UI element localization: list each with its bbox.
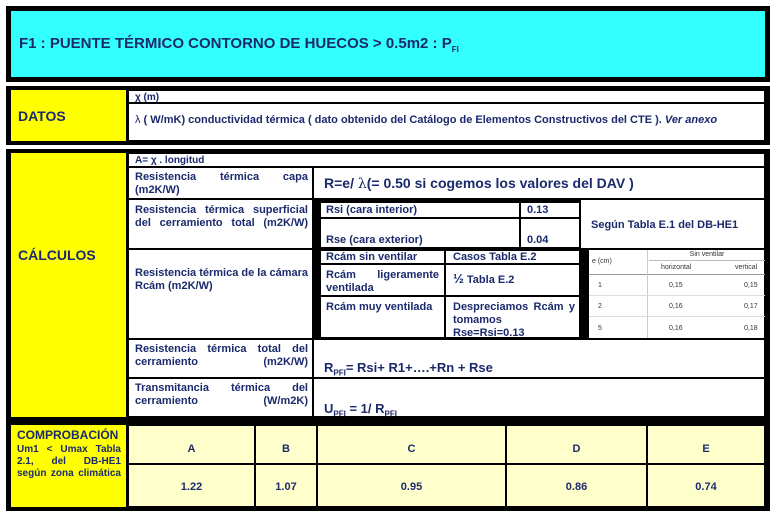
rt-capa-formula-b: (= 0.50 si cogemos los valores del DAV ): [366, 175, 634, 191]
mini-divider-2: [589, 274, 765, 275]
zone-header: [506, 425, 647, 464]
rt-capa-formula-a: R=e/: [324, 175, 358, 191]
zone-value: 1.22: [180, 481, 203, 493]
zone-value: 0.86: [565, 481, 588, 493]
mini-row-e: 2: [598, 303, 602, 310]
zone-header: [128, 425, 255, 464]
rse-label: Rse (cara exterior): [326, 234, 423, 246]
mini-row-h: 0,15: [669, 282, 683, 289]
rt-sup-label-cell: [128, 199, 313, 249]
rse-label-cell: [320, 218, 520, 248]
rt-total-expr: = Rsi+ R1+….+Rn + Rse: [345, 360, 493, 375]
casos-text: Casos Tabla E.2: [453, 251, 537, 263]
rsi-label-cell: [320, 202, 520, 218]
mini-row-divider: [589, 295, 765, 296]
mini-row-v: 0,15: [744, 282, 758, 289]
trans-label: Transmitancia térmica del cerramiento (W/m2K): [135, 382, 308, 407]
mini-vertical: vertical: [735, 264, 758, 271]
desprecia-text: Despreciamos Rcám y tomamos Rse=Rsi=0.13: [453, 301, 575, 339]
comprobacion-label: COMPROBACIÓN: [17, 428, 119, 442]
rt-total-formula: [324, 360, 493, 378]
trans-u: U: [324, 401, 334, 416]
title-banner: [11, 11, 765, 77]
lambda-symbol: λ: [135, 114, 141, 126]
page-title-text: F1 : PUENTE TÉRMICO CONTORNO DE HUECOS > 0.5m2 : P: [19, 35, 452, 52]
rt-total-formula-cell: [313, 339, 765, 378]
segun-cell: [580, 199, 765, 249]
datos-lambda-text: ( W/mK) conductividad térmica ( dato obtenido del Catálogo de Elementos Constructivos del CTE ).: [140, 114, 662, 126]
rt-capa-formula: [324, 175, 634, 192]
mini-row-h: 0,16: [669, 325, 683, 332]
rt-capa-formula-cell: [313, 167, 765, 199]
half-tabla: [453, 272, 514, 287]
page-title: [19, 35, 459, 54]
mini-table: [588, 249, 765, 339]
half-cell: [445, 264, 580, 296]
mini-row-h: 0,16: [669, 303, 683, 310]
calculos-label-box: [11, 153, 126, 417]
zone-value-cell: [128, 464, 255, 507]
rt-capa-label-cell: [128, 167, 313, 199]
zone-value-cell: [647, 464, 765, 507]
ver-anexo: Ver anexo: [661, 114, 718, 126]
datos-label: DATOS: [18, 108, 66, 124]
datos-chi: χ (m): [135, 92, 160, 103]
rcam-muy-cell: [320, 296, 445, 338]
rt-total-r: R: [324, 360, 334, 375]
trans-label-cell: [128, 378, 313, 417]
rcam-sin: Rcám sin ventilar: [326, 251, 418, 263]
mini-col-divider: [647, 250, 648, 338]
rsi-label: Rsi (cara interior): [326, 204, 418, 216]
zone-value: 0.74: [695, 481, 717, 493]
half-tabla-text: Tabla E.2: [466, 274, 515, 286]
rsi-value-cell: [520, 202, 580, 218]
zone-letter: D: [572, 443, 581, 455]
rcam-lig: Rcám ligeramente ventilada: [326, 269, 439, 294]
datos-lambda: [135, 114, 717, 127]
zone-header: [255, 425, 317, 464]
desprecia-cell: [445, 296, 580, 338]
trans-expr: = 1/ R: [345, 401, 385, 416]
datos-row-1: [128, 90, 765, 103]
zone-value-cell: [255, 464, 317, 507]
mini-horizontal: horizontal: [661, 264, 692, 271]
zone-letter: E: [702, 443, 710, 455]
zone-letter: C: [407, 443, 416, 455]
datos-label-box: [11, 90, 126, 141]
rt-total-label: Resistencia térmica total del cerramiento (m2K/W): [135, 343, 308, 368]
rcam-sin-cell: [320, 250, 445, 264]
trans-sub-2: PFI: [384, 409, 397, 419]
rse-value-cell: [520, 218, 580, 248]
zone-value: 1.07: [275, 481, 297, 493]
rsi-value: 0.13: [527, 204, 549, 216]
calculos-header: [128, 153, 765, 167]
mini-divider-1: [649, 260, 765, 261]
rcam-muy: Rcám muy ventilada: [326, 301, 433, 313]
mini-row-divider: [589, 316, 765, 317]
mini-row-v: 0,17: [744, 303, 758, 310]
zone-value-cell: [317, 464, 506, 507]
mini-sin-ventilar: Sin ventilar: [689, 251, 725, 258]
zone-value-cell: [506, 464, 647, 507]
half-symbol: ½: [453, 271, 464, 286]
zone-letter: A: [187, 443, 196, 455]
rse-value: 0.04: [527, 234, 549, 246]
datos-row-2: [128, 103, 765, 141]
mini-col-e: e (cm): [592, 258, 612, 265]
rt-camara-label: Resistencia térmica de la cámara Rcám (m2K/W): [135, 267, 309, 292]
comprobacion-desc: Um1 < Umax Tabla 2.1, del DB-HE1 según zona climática: [17, 444, 121, 479]
zone-header: [317, 425, 506, 464]
comprobacion-label-box: [11, 425, 126, 507]
rcam-lig-cell: [320, 264, 445, 296]
zone-letter: B: [282, 443, 290, 455]
trans-formula-cell: [313, 378, 765, 417]
rt-total-label-cell: [128, 339, 313, 378]
segun-text: Según Tabla E.1 del DB-HE1: [591, 219, 739, 231]
mini-row-e: 5: [598, 325, 602, 332]
rt-capa-label: Resistencia térmica capa (m2K/W): [135, 171, 308, 196]
mini-row-e: 1: [598, 282, 602, 289]
trans-sub: PFI: [333, 409, 346, 419]
mini-row-v: 0,18: [744, 325, 758, 332]
trans-formula: [324, 401, 397, 419]
calculos-label: CÁLCULOS: [18, 247, 96, 263]
rt-total-sub: PFI: [333, 368, 346, 378]
calculos-area: A= χ . longitud: [135, 155, 205, 166]
casos-cell: [445, 250, 580, 264]
rt-capa-lambda: λ: [357, 176, 367, 192]
zone-value: 0.95: [400, 481, 423, 493]
rt-sup-label: Resistencia térmica superficial del cerramiento total (m2K/W): [135, 204, 308, 229]
page-title-subscript: FI: [451, 45, 459, 54]
zone-header: [647, 425, 765, 464]
rt-camara-label-cell: [128, 249, 313, 339]
